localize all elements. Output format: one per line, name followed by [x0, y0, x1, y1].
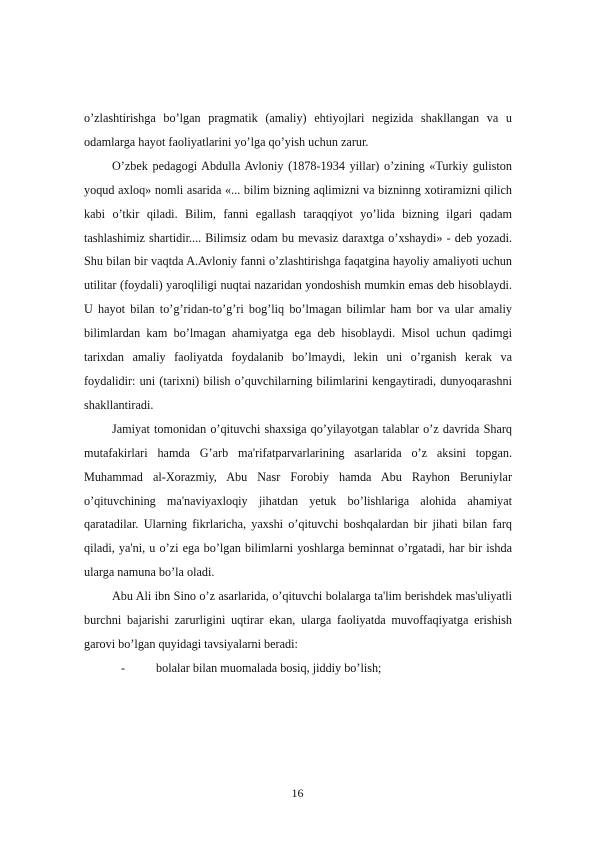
paragraph-continued: o’zlashtirishga bo’lgan pragmatik (amaliy) ehtiyojlari negizida shakllangan va u odamlarga hayot faoliyatlarini yo’lga qo’yish uchun zarur. — [84, 111, 512, 149]
paragraph-avloniy: O’zbek pedagogi Abdulla Avloniy (1878-1934 yillar) o’zining «Turkiy guliston yoqud axloq» nomli asarida «... bilim bizning aqlimizni va bizninng xotiramizni qilich kabi o’tkir qiladi. Bilim, fanni egallash taraqqiyot yo’lida bizning ilgari qadam tashlashimiz shartidir.... Bilimsiz odam bu mevasiz daraxtga o’xshaydi» - deb yozadi. Shu bilan bir vaqtda A.Avloniy fanni o’zlashtirishga faqatgina hayoliy amaliyoti uchun utilitar (foydali) yaroqliligi nuqtai nazaridan yondoshish mumkin emas deb hisoblaydi. U hayot bilan to’g’ridan-to’g’ri bog’liq bo’lmagan bilimlar ham bor va ular amaliy bilimlardan kam bo’lmagan ahamiyatga ega deb hisoblaydi. Misol uchun qadimgi tarixdan amaliy faoliyatda foydalanib bo’lmaydi, lekin uni o’rganish kerak va foydalidir: uni (tarixni) bilish o’quvchilarning bilimlarini kengaytiradi, dunyoqarashni shakllantiradi. — [84, 158, 512, 412]
page-body — [84, 107, 512, 681]
list-item — [84, 657, 512, 681]
recommendations-list — [84, 657, 512, 681]
paragraph-teacher-requirements: Jamiyat tomonidan o’qituvchi shaxsiga qo’yilayotgan talablar o’z davrida Sharq mutafakirlari hamda G’arb ma'rifatparvarlarining asarlarida o’z aksini topgan. Muhammad al-Xorazmiy, Abu Nasr Forobiy hamda Abu Rayhon Beruniylar o’qituvchining ma'naviyaxloqiy jihatdan yetuk bo’lishlariga alohida ahamiyat qaratadilar. Ularning fikrlaricha, yaxshi o’qituvchi boshqalardan bir jihati bilan farq qiladi, ya'ni, u o’zi ega bo’lgan bilimlarni yoshlarga beminnat o’rgatadi, har bir ishda ularga namuna bo’la oladi. — [84, 421, 512, 580]
list-item-text: bolalar bilan muomalada bosiq, jiddiy bo’lish; — [156, 660, 382, 675]
page-number: 16 — [291, 786, 304, 800]
paragraph-ibn-sino: Abu Ali ibn Sino o’z asarlarida, o’qituvchi bolalarga ta'lim berishdek mas'uliyatli burchni bajarishi zarurligini uqtirar ekan, ularga faoliyatda muvoffaqiyatga erishish garovi bo’lgan quyidagi tavsiyalarni beradi: — [84, 589, 512, 651]
list-bullet-dash: - — [121, 660, 126, 675]
